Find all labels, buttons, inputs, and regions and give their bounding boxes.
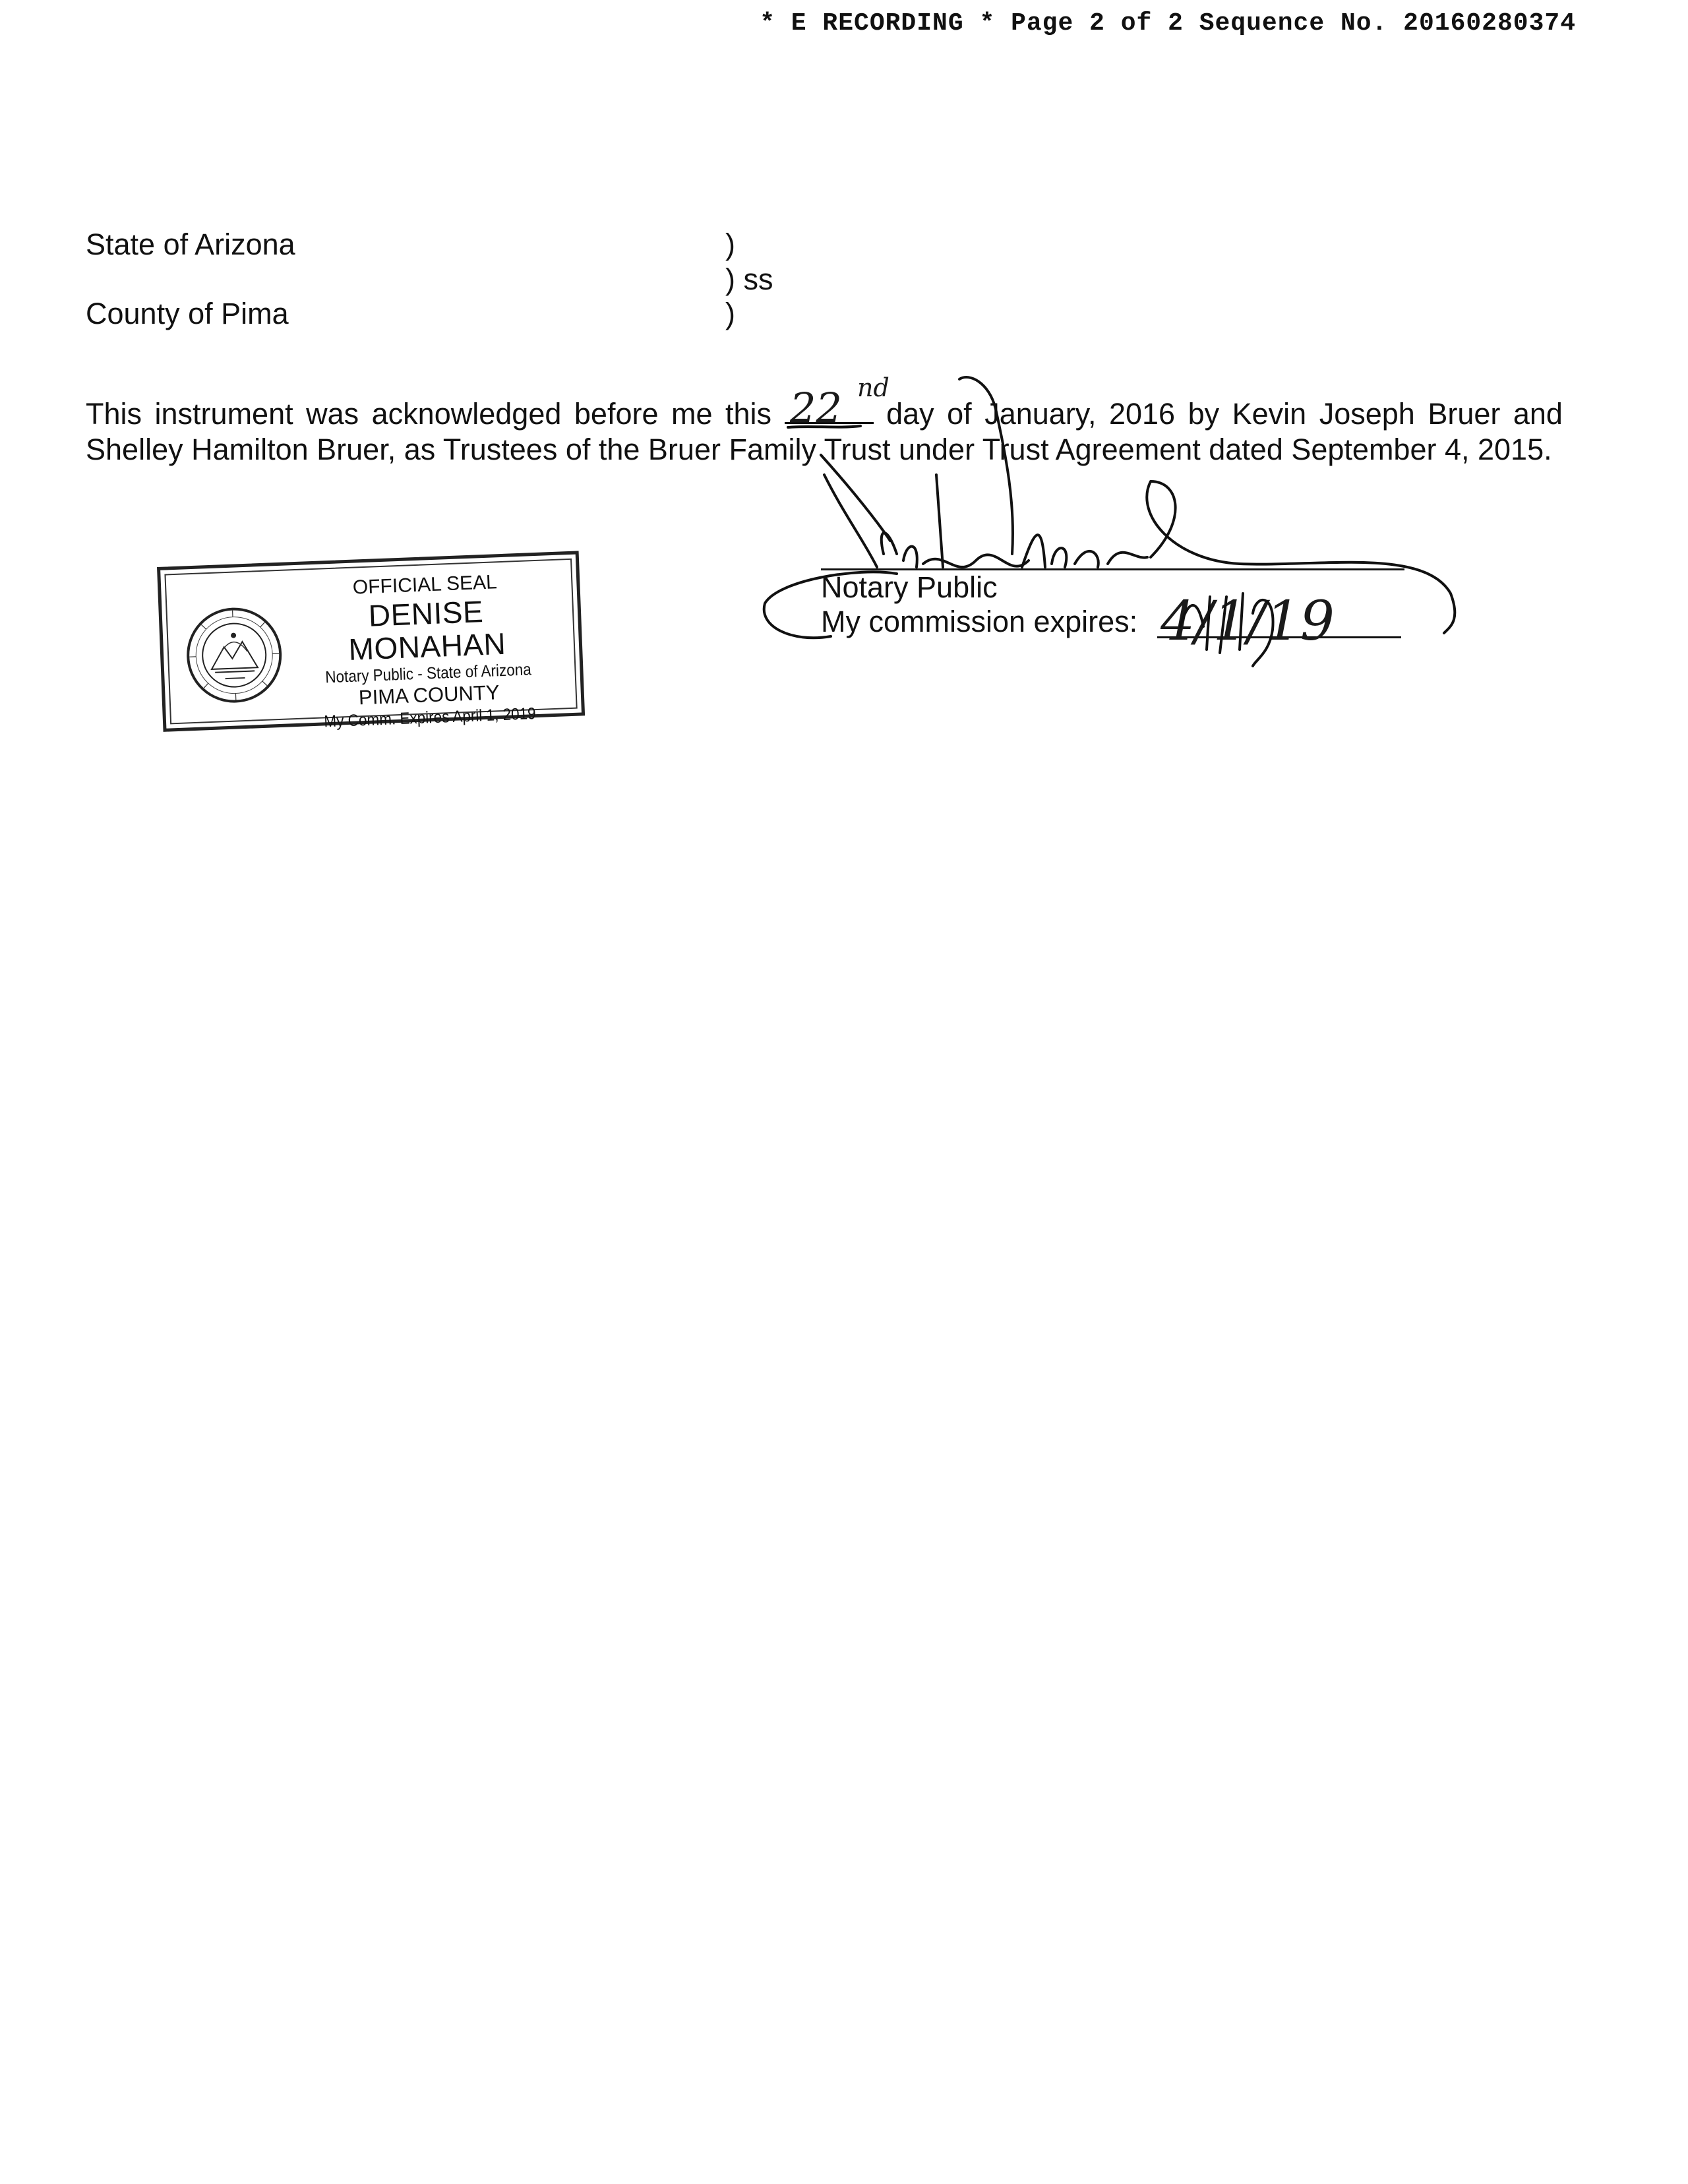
venue-county: County of Pima [86, 297, 289, 330]
seal-title: OFFICIAL SEAL [352, 571, 498, 599]
signature-diagonal [821, 455, 890, 541]
venue-paren-top: ) [725, 228, 735, 261]
state-seal-emblem-icon [183, 604, 286, 707]
recording-header: * E RECORDING * Page 2 of 2 Sequence No. 20160280374 [760, 9, 1576, 38]
ack-prefix: This instrument was acknowledged before me this [86, 397, 772, 431]
seal-county: PIMA COUNTY [358, 681, 500, 710]
handwritten-day: 22 [790, 384, 842, 432]
venue-ss: ) ss [725, 262, 773, 296]
signature-stroke-right [1022, 535, 1147, 567]
signature-stroke-main [824, 475, 1029, 567]
signature-stem [936, 475, 943, 567]
venue-paren-bottom: ) [725, 297, 735, 330]
signature-block [821, 570, 1137, 639]
seal-notary-name: DENISE MONAHAN [347, 594, 507, 667]
official-notary-seal [157, 551, 585, 731]
handwritten-commission-date: 4/1/19 [1160, 590, 1335, 653]
seal-subtitle: Notary Public - State of Arizona [324, 660, 532, 687]
ack-suffix: day of January, 2016 by Kevin Joseph Bruer and Shelley Hamilton Bruer, as Trustees of the Bruer Family Trust under Trust Agreement dated September 4, 2015. [86, 397, 1563, 466]
notary-public-label: Notary Public [821, 570, 998, 604]
venue-state: State of Arizona [86, 228, 295, 261]
commission-expires-label: My commission expires: [821, 605, 1138, 638]
seal-text-block [286, 568, 569, 734]
handwritten-day-suffix: nd [857, 373, 889, 402]
seal-expiration: My Comm. Expires April 1, 2019 [323, 704, 537, 731]
